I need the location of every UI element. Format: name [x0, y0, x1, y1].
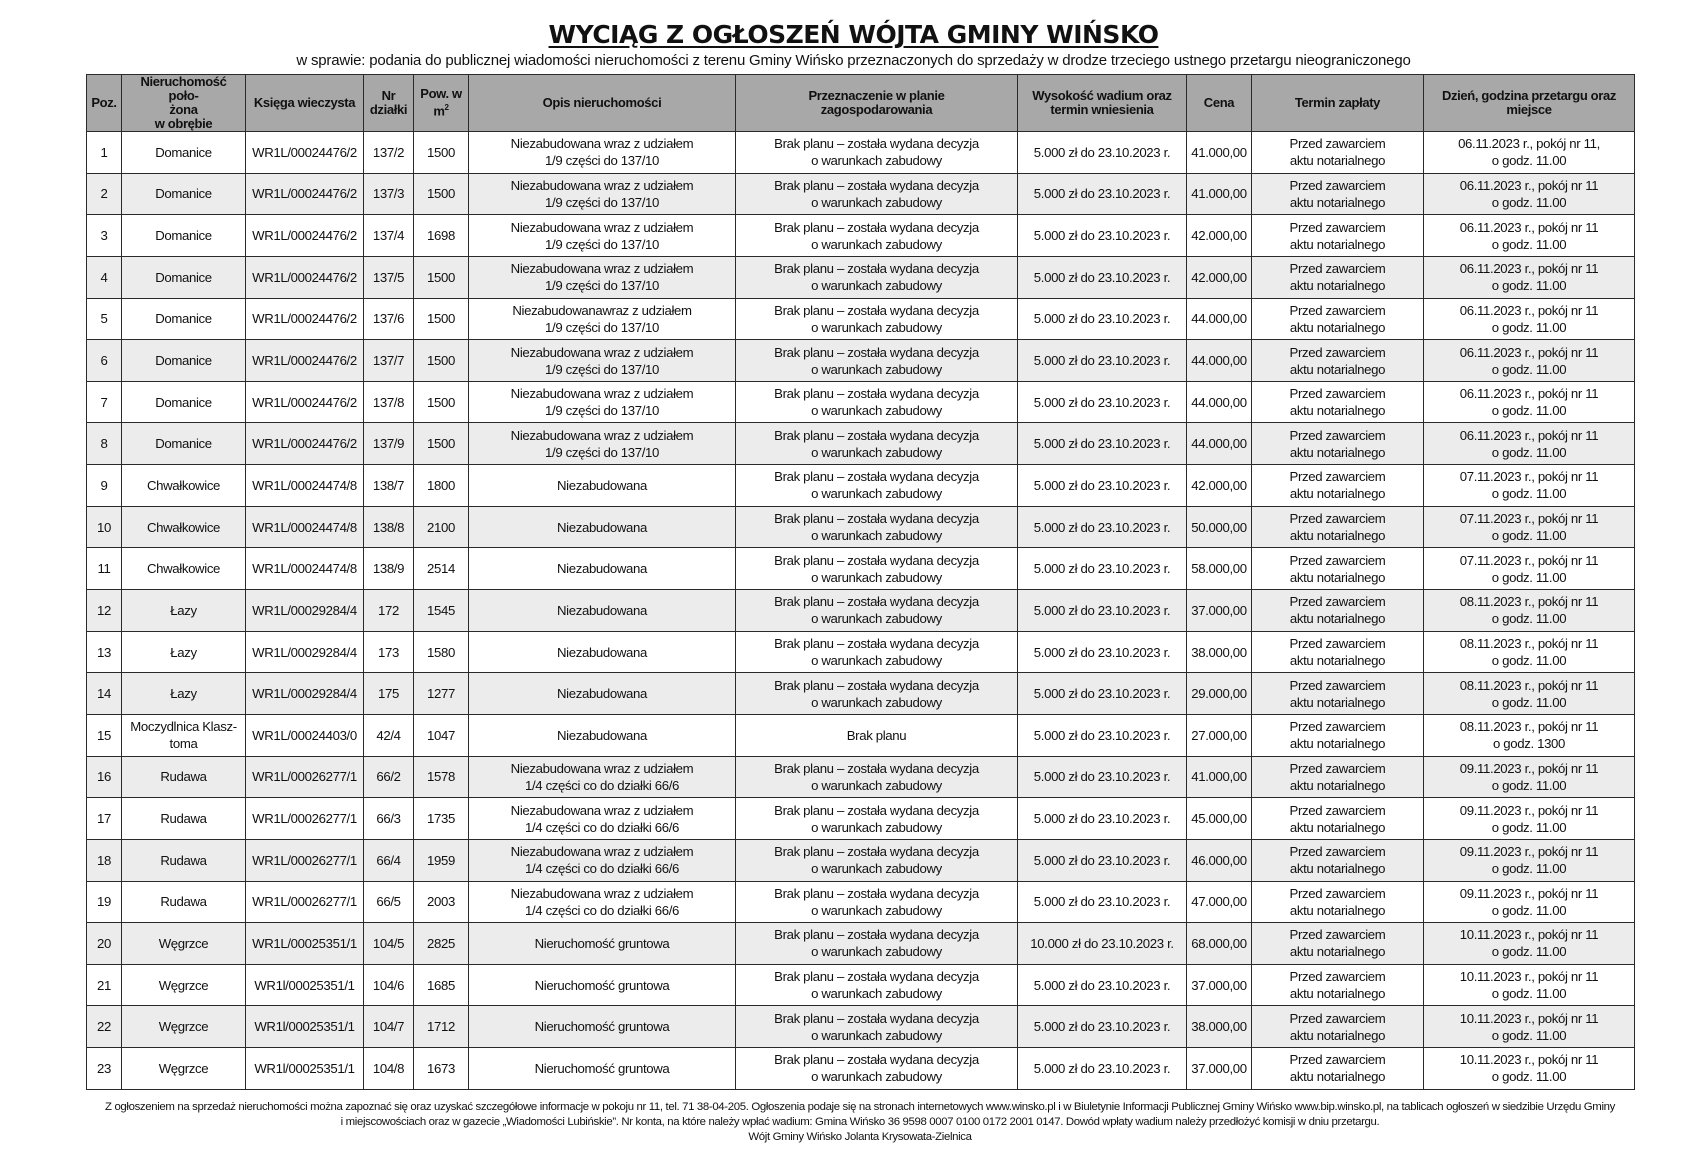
- cell-cena: 41.000,00: [1187, 756, 1252, 798]
- cell-poz: 8: [87, 423, 122, 465]
- cell-termin: Przed zawarciem aktu notarialnego: [1252, 465, 1424, 507]
- cell-przeznaczenie: Brak planu – została wydana decyzja o warunkach zabudowy: [736, 1048, 1018, 1090]
- cell-ksiega: WR1L/00024476/2: [246, 256, 364, 298]
- cell-obreb: Łazy: [122, 673, 246, 715]
- cell-poz: 18: [87, 839, 122, 881]
- cell-cena: 41.000,00: [1187, 173, 1252, 215]
- cell-obreb: Chwałkowice: [122, 548, 246, 590]
- cell-obreb: Rudawa: [122, 839, 246, 881]
- cell-poz: 6: [87, 340, 122, 382]
- cell-powierzchnia: 2825: [414, 923, 469, 965]
- cell-obreb: Domanice: [122, 340, 246, 382]
- cell-cena: 37.000,00: [1187, 964, 1252, 1006]
- cell-dzien: 06.11.2023 r., pokój nr 11 o godz. 11.00: [1424, 381, 1635, 423]
- cell-cena: 27.000,00: [1187, 714, 1252, 756]
- cell-poz: 9: [87, 465, 122, 507]
- cell-wadium: 5.000 zł do 23.10.2023 r.: [1018, 132, 1187, 174]
- cell-obreb: Węgrzce: [122, 923, 246, 965]
- cell-przeznaczenie: Brak planu – została wydana decyzja o warunkach zabudowy: [736, 465, 1018, 507]
- cell-dzien: 07.11.2023 r., pokój nr 11 o godz. 11.00: [1424, 548, 1635, 590]
- cell-nr-dzialki: 104/7: [364, 1006, 414, 1048]
- cell-opis: Niezabudowanawraz z udziałem 1/9 części do 137/10: [469, 298, 736, 340]
- table-row: [87, 839, 1635, 881]
- table-row: [87, 465, 1635, 507]
- cell-opis: Niezabudowana wraz z udziałem 1/4 części co do działki 66/6: [469, 756, 736, 798]
- cell-wadium: 5.000 zł do 23.10.2023 r.: [1018, 631, 1187, 673]
- cell-ksiega: WR1L/00024476/2: [246, 423, 364, 465]
- cell-opis: Niezabudowana wraz z udziałem 1/9 części do 137/10: [469, 256, 736, 298]
- cell-cena: 37.000,00: [1187, 1048, 1252, 1090]
- cell-wadium: 10.000 zł do 23.10.2023 r.: [1018, 923, 1187, 965]
- cell-nr-dzialki: 104/6: [364, 964, 414, 1006]
- cell-ksiega: WR1L/00029284/4: [246, 673, 364, 715]
- cell-poz: 11: [87, 548, 122, 590]
- cell-ksiega: WR1l/00025351/1: [246, 964, 364, 1006]
- cell-opis: Niezabudowana wraz z udziałem 1/9 części do 137/10: [469, 173, 736, 215]
- cell-termin: Przed zawarciem aktu notarialnego: [1252, 964, 1424, 1006]
- cell-termin: Przed zawarciem aktu notarialnego: [1252, 298, 1424, 340]
- table-row: [87, 548, 1635, 590]
- cell-cena: 45.000,00: [1187, 798, 1252, 840]
- cell-cena: 44.000,00: [1187, 381, 1252, 423]
- cell-cena: 42.000,00: [1187, 256, 1252, 298]
- cell-poz: 14: [87, 673, 122, 715]
- cell-powierzchnia: 1500: [414, 173, 469, 215]
- cell-przeznaczenie: Brak planu – została wydana decyzja o warunkach zabudowy: [736, 215, 1018, 257]
- cell-nr-dzialki: 173: [364, 631, 414, 673]
- cell-nr-dzialki: 137/5: [364, 256, 414, 298]
- cell-nr-dzialki: 104/5: [364, 923, 414, 965]
- cell-termin: Przed zawarciem aktu notarialnego: [1252, 340, 1424, 382]
- cell-powierzchnia: 1735: [414, 798, 469, 840]
- cell-wadium: 5.000 zł do 23.10.2023 r.: [1018, 215, 1187, 257]
- cell-ksiega: WR1L/00024476/2: [246, 298, 364, 340]
- cell-powierzchnia: 1959: [414, 839, 469, 881]
- footer-line: Z ogłoszeniem na sprzedaż nieruchomości można zapoznać się oraz uzyskać szczegółowe informacje w pokoju nr 11, tel. 71 38-04-205. Ogłoszenia podaje się na stronach internetowych www.winsko.pl i w Biuletynie Informacji Publicznej Gminy Wińsko www.bip.winsko.pl, na tablicach ogłoszeń w siedzibie Urzędu Gminy: [105, 1101, 1615, 1113]
- cell-poz: 2: [87, 173, 122, 215]
- property-sale-table: [86, 74, 1635, 1090]
- header-powierzchnia: Pow. w $m^2$: [414, 75, 469, 132]
- cell-opis: Niezabudowana: [469, 506, 736, 548]
- cell-dzien: 07.11.2023 r., pokój nr 11 o godz. 11.00: [1424, 506, 1635, 548]
- cell-powierzchnia: 1500: [414, 256, 469, 298]
- header-przeznaczenie: Przeznaczenie w planie zagospodarowania: [736, 75, 1018, 132]
- cell-opis: Niezabudowana: [469, 590, 736, 632]
- cell-termin: Przed zawarciem aktu notarialnego: [1252, 215, 1424, 257]
- footer-signature: Wójt Gminy Wińsko Jolanta Krysowata-Zielnica: [748, 1131, 972, 1143]
- cell-obreb: Moczydlnica Klasz-toma: [122, 714, 246, 756]
- cell-ksiega: WR1L/00029284/4: [246, 631, 364, 673]
- cell-poz: 16: [87, 756, 122, 798]
- cell-nr-dzialki: 172: [364, 590, 414, 632]
- cell-cena: 44.000,00: [1187, 340, 1252, 382]
- cell-dzien: 10.11.2023 r., pokój nr 11 o godz. 11.00: [1424, 964, 1635, 1006]
- cell-nr-dzialki: 66/5: [364, 881, 414, 923]
- cell-ksiega: WR1l/00025351/1: [246, 1006, 364, 1048]
- cell-obreb: Węgrzce: [122, 964, 246, 1006]
- cell-poz: 5: [87, 298, 122, 340]
- cell-cena: 44.000,00: [1187, 298, 1252, 340]
- cell-opis: Nieruchomość gruntowa: [469, 923, 736, 965]
- cell-nr-dzialki: 138/7: [364, 465, 414, 507]
- cell-przeznaczenie: Brak planu – została wydana decyzja o warunkach zabudowy: [736, 506, 1018, 548]
- cell-przeznaczenie: Brak planu – została wydana decyzja o warunkach zabudowy: [736, 881, 1018, 923]
- table-body: [87, 132, 1635, 1090]
- cell-dzien: 08.11.2023 r., pokój nr 11 o godz. 1300: [1424, 714, 1635, 756]
- cell-cena: 50.000,00: [1187, 506, 1252, 548]
- cell-poz: 10: [87, 506, 122, 548]
- cell-wadium: 5.000 zł do 23.10.2023 r.: [1018, 340, 1187, 382]
- table-header-row: [87, 75, 1635, 132]
- cell-ksiega: WR1L/00024476/2: [246, 215, 364, 257]
- cell-powierzchnia: 1578: [414, 756, 469, 798]
- table-row: [87, 1048, 1635, 1090]
- cell-poz: 19: [87, 881, 122, 923]
- cell-ksiega: WR1l/00025351/1: [246, 1048, 364, 1090]
- cell-obreb: Rudawa: [122, 881, 246, 923]
- cell-dzien: 08.11.2023 r., pokój nr 11 o godz. 11.00: [1424, 631, 1635, 673]
- cell-ksiega: WR1L/00024403/0: [246, 714, 364, 756]
- cell-obreb: Rudawa: [122, 756, 246, 798]
- cell-cena: 44.000,00: [1187, 423, 1252, 465]
- cell-obreb: Domanice: [122, 381, 246, 423]
- table-row: [87, 798, 1635, 840]
- cell-obreb: Chwałkowice: [122, 465, 246, 507]
- cell-wadium: 5.000 zł do 23.10.2023 r.: [1018, 881, 1187, 923]
- table-row: [87, 173, 1635, 215]
- cell-wadium: 5.000 zł do 23.10.2023 r.: [1018, 1006, 1187, 1048]
- header-poz: Poz.: [87, 75, 122, 132]
- cell-obreb: Domanice: [122, 173, 246, 215]
- cell-wadium: 5.000 zł do 23.10.2023 r.: [1018, 381, 1187, 423]
- cell-opis: Niezabudowana: [469, 631, 736, 673]
- cell-poz: 4: [87, 256, 122, 298]
- cell-opis: Niezabudowana: [469, 548, 736, 590]
- table-row: [87, 1006, 1635, 1048]
- cell-ksiega: WR1L/00026277/1: [246, 881, 364, 923]
- cell-termin: Przed zawarciem aktu notarialnego: [1252, 756, 1424, 798]
- cell-nr-dzialki: 104/8: [364, 1048, 414, 1090]
- table-row: [87, 923, 1635, 965]
- table-row: [87, 215, 1635, 257]
- cell-powierzchnia: 1500: [414, 423, 469, 465]
- cell-obreb: Łazy: [122, 590, 246, 632]
- cell-powierzchnia: 2100: [414, 506, 469, 548]
- cell-wadium: 5.000 zł do 23.10.2023 r.: [1018, 964, 1187, 1006]
- cell-nr-dzialki: 138/9: [364, 548, 414, 590]
- cell-nr-dzialki: 137/8: [364, 381, 414, 423]
- cell-wadium: 5.000 zł do 23.10.2023 r.: [1018, 590, 1187, 632]
- cell-ksiega: WR1L/00024476/2: [246, 132, 364, 174]
- cell-opis: Niezabudowana wraz z udziałem 1/4 części co do działki 66/6: [469, 839, 736, 881]
- cell-nr-dzialki: 175: [364, 673, 414, 715]
- cell-opis: Niezabudowana wraz z udziałem 1/9 części do 137/10: [469, 215, 736, 257]
- cell-powierzchnia: 2514: [414, 548, 469, 590]
- cell-poz: 15: [87, 714, 122, 756]
- cell-termin: Przed zawarciem aktu notarialnego: [1252, 590, 1424, 632]
- cell-ksiega: WR1L/00024474/8: [246, 506, 364, 548]
- cell-termin: Przed zawarciem aktu notarialnego: [1252, 881, 1424, 923]
- cell-dzien: 09.11.2023 r., pokój nr 11 o godz. 11.00: [1424, 839, 1635, 881]
- cell-ksiega: WR1L/00025351/1: [246, 923, 364, 965]
- cell-obreb: Domanice: [122, 132, 246, 174]
- header-termin: Termin zapłaty: [1252, 75, 1424, 132]
- table-row: [87, 756, 1635, 798]
- cell-opis: Niezabudowana: [469, 673, 736, 715]
- cell-ksiega: WR1L/00026277/1: [246, 839, 364, 881]
- header-wadium: Wysokość wadium oraz termin wniesienia: [1018, 75, 1187, 132]
- cell-wadium: 5.000 zł do 23.10.2023 r.: [1018, 839, 1187, 881]
- cell-nr-dzialki: 137/4: [364, 215, 414, 257]
- cell-cena: 42.000,00: [1187, 465, 1252, 507]
- cell-wadium: 5.000 zł do 23.10.2023 r.: [1018, 173, 1187, 215]
- cell-opis: Niezabudowana wraz z udziałem 1/9 części do 137/10: [469, 132, 736, 174]
- cell-termin: Przed zawarciem aktu notarialnego: [1252, 714, 1424, 756]
- cell-termin: Przed zawarciem aktu notarialnego: [1252, 132, 1424, 174]
- table-row: [87, 381, 1635, 423]
- table-row: [87, 298, 1635, 340]
- cell-termin: Przed zawarciem aktu notarialnego: [1252, 381, 1424, 423]
- cell-obreb: Domanice: [122, 423, 246, 465]
- cell-cena: 58.000,00: [1187, 548, 1252, 590]
- cell-przeznaczenie: Brak planu – została wydana decyzja o warunkach zabudowy: [736, 548, 1018, 590]
- cell-powierzchnia: 1712: [414, 1006, 469, 1048]
- cell-dzien: 10.11.2023 r., pokój nr 11 o godz. 11.00: [1424, 1006, 1635, 1048]
- cell-opis: Niezabudowana wraz z udziałem 1/4 części co do działki 66/6: [469, 798, 736, 840]
- cell-ksiega: WR1L/00024476/2: [246, 340, 364, 382]
- cell-przeznaczenie: Brak planu – została wydana decyzja o warunkach zabudowy: [736, 298, 1018, 340]
- cell-poz: 20: [87, 923, 122, 965]
- cell-przeznaczenie: Brak planu – została wydana decyzja o warunkach zabudowy: [736, 340, 1018, 382]
- cell-termin: Przed zawarciem aktu notarialnego: [1252, 548, 1424, 590]
- cell-dzien: 09.11.2023 r., pokój nr 11 o godz. 11.00: [1424, 881, 1635, 923]
- header-nr-dzialki: Nr działki: [364, 75, 414, 132]
- cell-poz: 13: [87, 631, 122, 673]
- cell-nr-dzialki: 137/9: [364, 423, 414, 465]
- cell-poz: 23: [87, 1048, 122, 1090]
- cell-powierzchnia: 1698: [414, 215, 469, 257]
- cell-dzien: 08.11.2023 r., pokój nr 11 o godz. 11.00: [1424, 673, 1635, 715]
- cell-wadium: 5.000 zł do 23.10.2023 r.: [1018, 756, 1187, 798]
- footer-line: i miejscowościach oraz w gazecie „Wiadomości Lubińskie”. Nr konta, na które należy wpłać wadium: Gmina Wińsko 36 9598 0007 0100 0172 2001 0147. Dowód wpłaty wadium należy przedłożyć komisji w dniu przetargu.: [340, 1116, 1380, 1128]
- cell-przeznaczenie: Brak planu – została wydana decyzja o warunkach zabudowy: [736, 923, 1018, 965]
- cell-poz: 22: [87, 1006, 122, 1048]
- cell-cena: 37.000,00: [1187, 590, 1252, 632]
- cell-przeznaczenie: Brak planu – została wydana decyzja o warunkach zabudowy: [736, 381, 1018, 423]
- cell-termin: Przed zawarciem aktu notarialnego: [1252, 839, 1424, 881]
- cell-powierzchnia: 1673: [414, 1048, 469, 1090]
- cell-nr-dzialki: 66/2: [364, 756, 414, 798]
- table-row: [87, 881, 1635, 923]
- cell-termin: Przed zawarciem aktu notarialnego: [1252, 798, 1424, 840]
- header-cena: Cena: [1187, 75, 1252, 132]
- cell-nr-dzialki: 66/3: [364, 798, 414, 840]
- cell-opis: Niezabudowana wraz z udziałem 1/9 części do 137/10: [469, 340, 736, 382]
- cell-nr-dzialki: 137/7: [364, 340, 414, 382]
- cell-cena: 41.000,00: [1187, 132, 1252, 174]
- cell-powierzchnia: 1500: [414, 340, 469, 382]
- table-row: [87, 132, 1635, 174]
- cell-cena: 68.000,00: [1187, 923, 1252, 965]
- cell-powierzchnia: 1685: [414, 964, 469, 1006]
- cell-wadium: 5.000 zł do 23.10.2023 r.: [1018, 673, 1187, 715]
- cell-przeznaczenie: Brak planu – została wydana decyzja o warunkach zabudowy: [736, 590, 1018, 632]
- table-row: [87, 340, 1635, 382]
- table-row: [87, 506, 1635, 548]
- cell-ksiega: WR1L/00026277/1: [246, 756, 364, 798]
- cell-obreb: Domanice: [122, 298, 246, 340]
- cell-przeznaczenie: Brak planu – została wydana decyzja o warunkach zabudowy: [736, 673, 1018, 715]
- cell-wadium: 5.000 zł do 23.10.2023 r.: [1018, 1048, 1187, 1090]
- cell-obreb: Węgrzce: [122, 1048, 246, 1090]
- cell-poz: 21: [87, 964, 122, 1006]
- cell-termin: Przed zawarciem aktu notarialnego: [1252, 256, 1424, 298]
- cell-termin: Przed zawarciem aktu notarialnego: [1252, 506, 1424, 548]
- cell-przeznaczenie: Brak planu – została wydana decyzja o warunkach zabudowy: [736, 964, 1018, 1006]
- cell-powierzchnia: 1580: [414, 631, 469, 673]
- cell-dzien: 06.11.2023 r., pokój nr 11 o godz. 11.00: [1424, 256, 1635, 298]
- cell-obreb: Łazy: [122, 631, 246, 673]
- cell-cena: 38.000,00: [1187, 631, 1252, 673]
- cell-wadium: 5.000 zł do 23.10.2023 r.: [1018, 548, 1187, 590]
- cell-nr-dzialki: 137/6: [364, 298, 414, 340]
- cell-dzien: 09.11.2023 r., pokój nr 11 o godz. 11.00: [1424, 756, 1635, 798]
- cell-obreb: Rudawa: [122, 798, 246, 840]
- cell-powierzchnia: 1800: [414, 465, 469, 507]
- cell-opis: Niezabudowana wraz z udziałem 1/9 części do 137/10: [469, 381, 736, 423]
- cell-dzien: 06.11.2023 r., pokój nr 11 o godz. 11.00: [1424, 298, 1635, 340]
- cell-nr-dzialki: 138/8: [364, 506, 414, 548]
- cell-nr-dzialki: 137/2: [364, 132, 414, 174]
- cell-poz: 17: [87, 798, 122, 840]
- cell-powierzchnia: 1500: [414, 381, 469, 423]
- cell-termin: Przed zawarciem aktu notarialnego: [1252, 173, 1424, 215]
- cell-przeznaczenie: Brak planu – została wydana decyzja o warunkach zabudowy: [736, 1006, 1018, 1048]
- cell-nr-dzialki: 137/3: [364, 173, 414, 215]
- cell-przeznaczenie: Brak planu – została wydana decyzja o warunkach zabudowy: [736, 839, 1018, 881]
- cell-poz: 3: [87, 215, 122, 257]
- cell-ksiega: WR1L/00026277/1: [246, 798, 364, 840]
- header-opis: Opis nieruchomości: [469, 75, 736, 132]
- cell-ksiega: WR1L/00029284/4: [246, 590, 364, 632]
- cell-wadium: 5.000 zł do 23.10.2023 r.: [1018, 423, 1187, 465]
- cell-poz: 7: [87, 381, 122, 423]
- cell-opis: Nieruchomość gruntowa: [469, 1048, 736, 1090]
- cell-cena: 38.000,00: [1187, 1006, 1252, 1048]
- cell-obreb: Węgrzce: [122, 1006, 246, 1048]
- cell-dzien: 07.11.2023 r., pokój nr 11 o godz. 11.00: [1424, 465, 1635, 507]
- cell-termin: Przed zawarciem aktu notarialnego: [1252, 1006, 1424, 1048]
- cell-powierzchnia: 1545: [414, 590, 469, 632]
- cell-ksiega: WR1L/00024474/8: [246, 548, 364, 590]
- cell-przeznaczenie: Brak planu – została wydana decyzja o warunkach zabudowy: [736, 256, 1018, 298]
- cell-nr-dzialki: 42/4: [364, 714, 414, 756]
- document-subtitle: w sprawie: podania do publicznej wiadomości nieruchomości z terenu Gminy Wińsko przeznaczonych do sprzedaży w drodze trzeciego ustnego przetargu nieograniczonego: [296, 52, 1411, 69]
- cell-ksiega: WR1L/00024476/2: [246, 381, 364, 423]
- cell-dzien: 06.11.2023 r., pokój nr 11 o godz. 11.00: [1424, 215, 1635, 257]
- cell-termin: Przed zawarciem aktu notarialnego: [1252, 673, 1424, 715]
- cell-poz: 1: [87, 132, 122, 174]
- header-dzien: Dzień, godzina przetargu oraz miejsce: [1424, 75, 1635, 132]
- cell-wadium: 5.000 zł do 23.10.2023 r.: [1018, 506, 1187, 548]
- cell-powierzchnia: 2003: [414, 881, 469, 923]
- header-location: Nieruchomość poło- żona w obrębie: [122, 75, 246, 132]
- table-row: [87, 631, 1635, 673]
- cell-opis: Niezabudowana: [469, 465, 736, 507]
- cell-dzien: 10.11.2023 r., pokój nr 11 o godz. 11.00: [1424, 1048, 1635, 1090]
- cell-wadium: 5.000 zł do 23.10.2023 r.: [1018, 256, 1187, 298]
- cell-wadium: 5.000 zł do 23.10.2023 r.: [1018, 298, 1187, 340]
- table-row: [87, 256, 1635, 298]
- cell-dzien: 10.11.2023 r., pokój nr 11 o godz. 11.00: [1424, 923, 1635, 965]
- table-row: [87, 673, 1635, 715]
- cell-przeznaczenie: Brak planu – została wydana decyzja o warunkach zabudowy: [736, 423, 1018, 465]
- cell-dzien: 06.11.2023 r., pokój nr 11 o godz. 11.00: [1424, 340, 1635, 382]
- cell-nr-dzialki: 66/4: [364, 839, 414, 881]
- cell-poz: 12: [87, 590, 122, 632]
- cell-przeznaczenie: Brak planu – została wydana decyzja o warunkach zabudowy: [736, 756, 1018, 798]
- cell-opis: Niezabudowana: [469, 714, 736, 756]
- cell-obreb: Domanice: [122, 215, 246, 257]
- cell-opis: Niezabudowana wraz z udziałem 1/4 części co do działki 66/6: [469, 881, 736, 923]
- table-row: [87, 964, 1635, 1006]
- table-row: [87, 714, 1635, 756]
- cell-dzien: 06.11.2023 r., pokój nr 11 o godz. 11.00: [1424, 173, 1635, 215]
- cell-przeznaczenie: Brak planu – została wydana decyzja o warunkach zabudowy: [736, 798, 1018, 840]
- cell-przeznaczenie: Brak planu – została wydana decyzja o warunkach zabudowy: [736, 132, 1018, 174]
- cell-wadium: 5.000 zł do 23.10.2023 r.: [1018, 798, 1187, 840]
- cell-przeznaczenie: Brak planu: [736, 714, 1018, 756]
- cell-powierzchnia: 1500: [414, 132, 469, 174]
- cell-cena: 29.000,00: [1187, 673, 1252, 715]
- cell-ksiega: WR1L/00024476/2: [246, 173, 364, 215]
- header-ksiega: Księga wieczysta: [246, 75, 364, 132]
- document-title: WYCIĄG Z OGŁOSZEŃ WÓJTA GMINY WIŃSKO: [548, 20, 1159, 49]
- cell-cena: 46.000,00: [1187, 839, 1252, 881]
- cell-dzien: 09.11.2023 r., pokój nr 11 o godz. 11.00: [1424, 798, 1635, 840]
- cell-termin: Przed zawarciem aktu notarialnego: [1252, 423, 1424, 465]
- cell-termin: Przed zawarciem aktu notarialnego: [1252, 923, 1424, 965]
- table-row: [87, 423, 1635, 465]
- footer-notice: [86, 1100, 1634, 1145]
- cell-powierzchnia: 1277: [414, 673, 469, 715]
- cell-termin: Przed zawarciem aktu notarialnego: [1252, 631, 1424, 673]
- cell-opis: Nieruchomość gruntowa: [469, 964, 736, 1006]
- cell-opis: Nieruchomość gruntowa: [469, 1006, 736, 1048]
- cell-przeznaczenie: Brak planu – została wydana decyzja o warunkach zabudowy: [736, 631, 1018, 673]
- cell-przeznaczenie: Brak planu – została wydana decyzja o warunkach zabudowy: [736, 173, 1018, 215]
- cell-powierzchnia: 1047: [414, 714, 469, 756]
- cell-cena: 42.000,00: [1187, 215, 1252, 257]
- cell-wadium: 5.000 zł do 23.10.2023 r.: [1018, 465, 1187, 507]
- cell-obreb: Chwałkowice: [122, 506, 246, 548]
- table-row: [87, 590, 1635, 632]
- cell-cena: 47.000,00: [1187, 881, 1252, 923]
- cell-termin: Przed zawarciem aktu notarialnego: [1252, 1048, 1424, 1090]
- cell-dzien: 06.11.2023 r., pokój nr 11 o godz. 11.00: [1424, 423, 1635, 465]
- cell-dzien: 06.11.2023 r., pokój nr 11, o godz. 11.00: [1424, 132, 1635, 174]
- cell-opis: Niezabudowana wraz z udziałem 1/9 części do 137/10: [469, 423, 736, 465]
- cell-wadium: 5.000 zł do 23.10.2023 r.: [1018, 714, 1187, 756]
- cell-powierzchnia: 1500: [414, 298, 469, 340]
- cell-dzien: 08.11.2023 r., pokój nr 11 o godz. 11.00: [1424, 590, 1635, 632]
- cell-ksiega: WR1L/00024474/8: [246, 465, 364, 507]
- cell-obreb: Domanice: [122, 256, 246, 298]
